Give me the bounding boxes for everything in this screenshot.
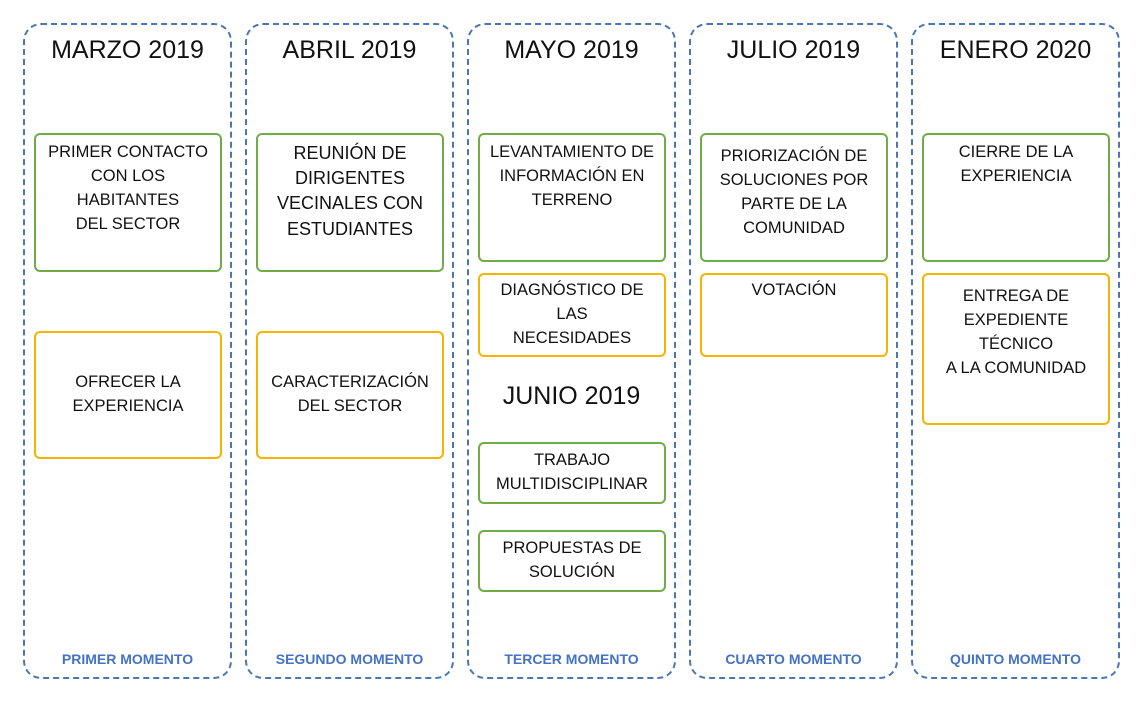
stage-text: OFRECER LA EXPERIENCIA xyxy=(72,373,184,415)
column-footer: TERCER MOMENTO xyxy=(504,651,639,667)
column-subtitle: JUNIO 2019 xyxy=(502,382,641,410)
column-primer-momento xyxy=(23,23,232,679)
stage-box xyxy=(700,133,888,262)
stage-box xyxy=(478,133,666,262)
stage-text: CARACTERIZACIÓN DEL SECTOR xyxy=(271,373,429,415)
stage-text: ENTREGA DE EXPEDIENTE TÉCNICO A LA COMUNIDAD xyxy=(945,287,1087,377)
stage-box xyxy=(34,133,222,272)
stage-text: CIERRE DE LA EXPERIENCIA xyxy=(958,143,1074,185)
column-footer: SEGUNDO MOMENTO xyxy=(275,651,424,667)
stage-text: TRABAJO MULTIDISCIPLINAR xyxy=(496,451,648,493)
stage-box xyxy=(700,273,888,357)
column-cuarto-momento xyxy=(689,23,898,679)
column-quinto-momento xyxy=(911,23,1120,679)
column-tercer-momento xyxy=(467,23,676,679)
column-title: JULIO 2019 xyxy=(726,36,861,64)
column-title: MARZO 2019 xyxy=(51,36,204,64)
column-footer: CUARTO MOMENTO xyxy=(725,651,862,667)
stage-box xyxy=(256,331,444,459)
stage-text: LEVANTAMIENTO DE INFORMACIÓN EN TERRENO xyxy=(489,143,655,209)
stage-text: REUNIÓN DE DIRIGENTES VECINALES CON ESTUDIANTES xyxy=(276,143,424,239)
stage-text: PRIMER CONTACTO CON LOS HABITANTES DEL SECTOR xyxy=(48,143,208,233)
stage-text: PROPUESTAS DE SOLUCIÓN xyxy=(502,539,642,581)
stage-box xyxy=(478,442,666,504)
stage-box xyxy=(478,273,666,357)
column-title: ABRIL 2019 xyxy=(282,36,417,64)
column-title: ENERO 2020 xyxy=(939,36,1092,64)
stage-box xyxy=(478,530,666,592)
column-segundo-momento xyxy=(245,23,454,679)
stage-box xyxy=(34,331,222,459)
column-footer: PRIMER MOMENTO xyxy=(61,651,194,667)
stage-box xyxy=(922,133,1110,262)
stage-text: VOTACIÓN xyxy=(751,281,837,299)
stage-text: DIAGNÓSTICO DE LAS NECESIDADES xyxy=(500,281,644,347)
column-footer: QUINTO MOMENTO xyxy=(950,651,1081,667)
stage-box xyxy=(922,273,1110,425)
column-title: MAYO 2019 xyxy=(504,36,639,64)
stage-box xyxy=(256,133,444,272)
stage-text: PRIORIZACIÓN DE SOLUCIONES POR PARTE DE LA COMUNIDAD xyxy=(719,147,869,237)
